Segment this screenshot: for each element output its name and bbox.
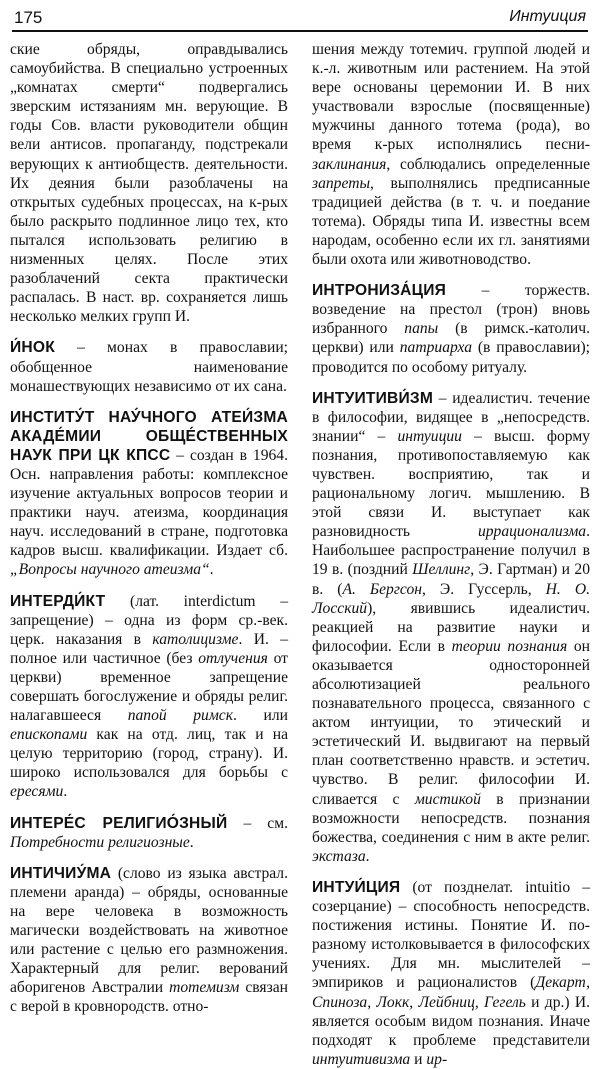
headword: ИНСТИТУ́Т НАУ́ЧНОГО АТЕИ́ЗМА АКАДЕ́МИИ ОБЩЕ́СТВЕННЫХ НАУК ПРИ ЦК КПСС	[10, 408, 288, 464]
page-number: 175	[14, 8, 43, 27]
entry-text: . Наибольшее распространение получил в 19 в. (поздний	[312, 523, 590, 579]
entry-text: .	[365, 847, 370, 865]
cross-reference[interactable]: Н. О. Лосский	[312, 580, 591, 617]
entry-interes	[10, 814, 288, 852]
entry-text: (лат. interdictum – запрещение) – одна из форм ср.-век. церк. наказания в	[10, 592, 288, 648]
cross-reference[interactable]: теории познания	[451, 637, 568, 655]
cross-reference[interactable]: отлучения	[198, 649, 268, 667]
entry-text: связан с верой в кровнородств. отно-	[10, 979, 288, 1016]
entry-text: в признании возможности непосредств. познания божества, соединения с ним в акте религ.	[312, 790, 590, 846]
entry-institut	[10, 408, 288, 580]
entry-intronizaciya	[312, 281, 590, 376]
headword: ИНТЕРДИ́КТ	[10, 592, 106, 610]
cross-reference[interactable]: „Вопросы научного атеизма“	[10, 561, 210, 579]
entry-text: (от позднелат. intuitio – созерцание) – способность непосредств. постижения истины. Понятие И. по-разному истолковывается в философских учениях. Для мн. мыслителей – эмпириков и рационалистов (	[312, 878, 590, 992]
headword: ИНТУИ́ЦИЯ	[312, 878, 401, 896]
entry-text: от церкви) временное запрещение совершать богослужение и обряды религ. налагавшееся	[10, 649, 289, 725]
cross-reference[interactable]: интуиции	[397, 427, 462, 445]
cross-reference[interactable]: папы	[404, 320, 439, 338]
entry-text: – см.	[227, 814, 288, 832]
running-head: Интуиция	[509, 8, 586, 25]
entry-text: – идеалистич. течение в философии, видящее в „непосредств. знании“ –	[312, 389, 590, 445]
entry-text: , выполнялись предписанные традицией действа (в т. ч. и поедание тотема). Обряды типа И. известны всем народам, особенно если их гл. занятиями были охота или животноводство.	[312, 174, 590, 269]
cross-reference[interactable]: Шеллинг	[412, 561, 471, 579]
headword: И́НОК	[10, 339, 55, 357]
entry-text: – торжеств. возведение на престол (трон) вновь избранного	[312, 282, 590, 338]
cross-reference[interactable]: запреты	[312, 174, 371, 192]
headword: ИНТИЧИУ́МА	[10, 864, 112, 882]
cross-reference[interactable]: Потребности религиозные	[10, 833, 190, 851]
cross-reference[interactable]: католицизме	[152, 630, 239, 648]
entry-text: как на отд. лиц, так и на целую территорию (город, страну). И. широко использовался для борьбы с	[10, 726, 288, 782]
left-column	[10, 40, 288, 1015]
entry-text: , Э. Гартман) и 20 в. (	[312, 561, 590, 598]
entry-text: и	[410, 1050, 427, 1068]
entry-text: . или	[233, 707, 288, 725]
cross-reference[interactable]: Декарт, Спиноза, Локк, Лейбниц, Гегель	[312, 974, 590, 1011]
headword: ИНТЕРЕ́С РЕЛИГИО́ЗНЫЙ	[10, 814, 228, 832]
entry-text: – создан в 1964. Осн. направления работы: комплексное изучение актуальных вопросов теории и практики науч. атеизма, координация науч. исследований в стране, подготовка кадров высш. квалификации. Издает сб.	[10, 446, 288, 560]
cross-reference[interactable]: тотемизм	[169, 979, 240, 997]
cross-reference[interactable]: А. Бергсон	[342, 580, 422, 598]
entry-interdikt	[10, 592, 288, 802]
entry-text: .	[189, 833, 194, 851]
entry-intichiuma	[10, 864, 288, 1017]
entry-continuation	[10, 40, 288, 326]
entry-text: . И. – полное или частичное (без	[10, 630, 288, 667]
entry-text: шения между тотемич. группой людей и к.-л. животным или растением. На этой вере основаны церемонии И. В них участвовали взрослые (посвященные) мужчины данного тотема (рода), во время к-рых исполнялись песни-	[312, 41, 590, 154]
right-column	[312, 40, 591, 1068]
entry-text: (слово из языка австрал. племени аранда) – обряды, основанные на вере человека в возможность магически воздействовать на животное или растение с целью его размножения. Характерный для религ. верований аборигенов Австралии	[10, 864, 288, 997]
cross-reference[interactable]: интуитивизма	[312, 1050, 411, 1068]
entry-continuation	[312, 40, 590, 269]
entry-text: и др.) И. является особым видом познания. Иначе подходят к проблеме представители	[312, 993, 590, 1049]
entry-text: он оказывается односторонней абсолютизацией реального познавательного процесса, связанного с актом интуиции, то этический и эстетический И. выдвигают на первый план соответственно нравств. и эстетич. чувство. В религ. философии И. сливается с	[312, 637, 590, 808]
entry-text: ские обряды, оправдывались самоубийства. В специально устроенных „комнатах смерти“ подвергались зверским истязаниям мн. верующие. В годы Сов. власти руководители общин вели антисов. пропаганду, подстрекали верующих к антиобществ. деятельности. Их деяния были разоблачены на открытых судебных процессах, на к-рых было раскрыто подлинное лицо тех, кто пытался использовать религию в низменных целях. После этих разоблачений секта практически распалась. В наст. вр. сохраняется лишь несколько мелких групп И.	[10, 41, 288, 326]
entry-text: – высш. форму познания, противопоставляемую как чувствен. восприятию, так и рациональному логич. мышлению. В этой связи И. выступает как разновидность	[312, 427, 590, 541]
cross-reference[interactable]: мистикой	[414, 790, 481, 808]
entry-text: (в римск.-католич. церкви) или	[312, 320, 590, 357]
cross-reference[interactable]: экстаза	[312, 847, 366, 865]
cross-reference[interactable]: епископами	[10, 726, 88, 744]
cross-reference[interactable]: заклинания	[312, 155, 387, 173]
entry-intuitivizm	[312, 389, 590, 866]
entry-text: ), явившись идеалистич. реакцией на развитие науки и философии. Если в	[312, 599, 590, 655]
cross-reference[interactable]: ир-	[426, 1050, 448, 1068]
entry-text: .	[209, 561, 214, 579]
cross-reference[interactable]: патриарха	[399, 339, 472, 357]
entry-text: , Э. Гуссерль,	[421, 580, 546, 598]
entry-text: – монах в православии; обобщенное наименование монашествующих независимо от их сана.	[10, 339, 288, 395]
headword: ИНТУИТИВИ́ЗМ	[312, 389, 434, 407]
page-header	[12, 4, 588, 32]
cross-reference[interactable]: папой римск	[127, 707, 234, 725]
cross-reference[interactable]: иррационализма	[477, 523, 587, 541]
headword: ИНТРОНИЗА́ЦИЯ	[312, 282, 447, 300]
entry-intuiciya	[312, 878, 590, 1069]
cross-reference[interactable]: ересями	[10, 783, 64, 801]
entry-text: , соблюдались определенные	[386, 155, 590, 173]
entry-text: .	[63, 783, 68, 801]
entry-text: (в православии); проводится по особому ритуалу.	[312, 339, 590, 376]
entry-inok	[10, 338, 288, 395]
